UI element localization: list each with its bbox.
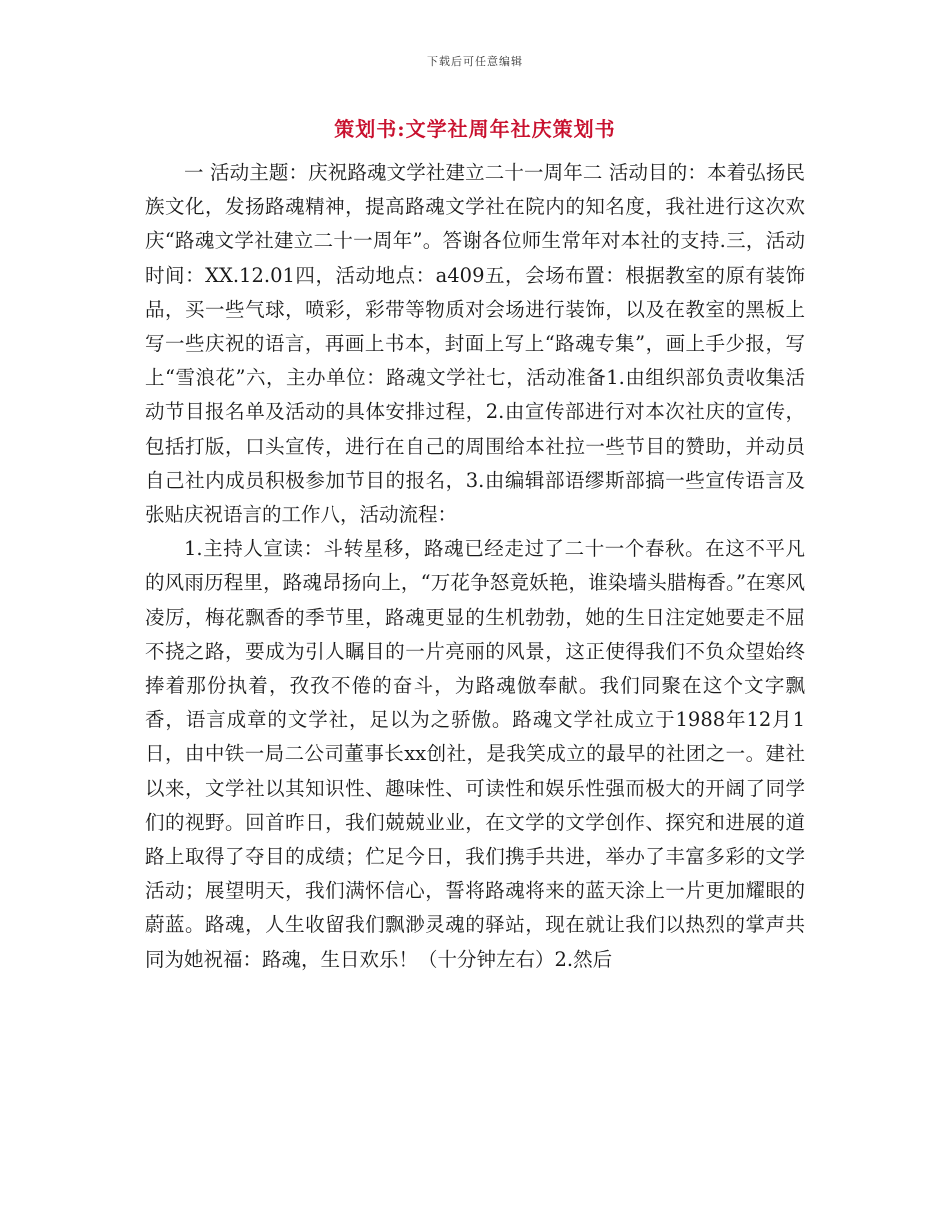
- document-title: 策划书:文学社周年社庆策划书: [334, 117, 616, 141]
- document-body: [145, 156, 805, 977]
- paragraph-activity-plan: 一 活动主题：庆祝路魂文学社建立二十一周年二 活动目的：本着弘扬民族文化，发扬路魂精神，提高路魂文学社在院内的知名度，我社进行这次欢庆“路魂文学社建立二十一周年”。答谢各位师生常年对本社的支持.三，活动时间：XX.12.01四，活动地点：a409五，会场布置：根据教室的原有装饰品，买一些气球，喷彩，彩带等物质对会场进行装饰，以及在教室的黑板上写一些庆祝的语言，再画上书本，封面上写上“路魂专集”，画上手少报，写上“雪浪花”六，主办单位：路魂文学社七，活动准备1.由组织部负责收集活动节目报名单及活动的具体安排过程，2.由宣传部进行对本次社庆的宣传，包括打版，口头宣传，进行在自己的周围给本社拉一些节目的赞助，并动员自己社内成员积极参加节目的报名，3.由编辑部语缪斯部搞一些宣传语言及张贴庆祝语言的工作八，活动流程：: [145, 161, 805, 527]
- paragraph-host-speech: 1.主持人宣读：斗转星移，路魂已经走过了二十一个春秋。在这不平凡的风雨历程里，路魂昂扬向上，“万花争怒竟妖艳，谁染墙头腊梅香。”在寒风凌厉，梅花飘香的季节里，路魂更显的生机勃勃，她的生日注定她要走不屈不挠之路，要成为引人瞩目的一片亮丽的风景，这正使得我们不负众望始终捧着那份执着，孜孜不倦的奋斗，为路魂倣奉献。我们同聚在这个文字飘香，语言成章的文学社，足以为之骄傲。路魂文学社成立于1988年12月1日，由中铁一局二公司董事长xx创社，是我笑成立的最早的社团之一。建社以来，文学社以其知识性、趣味性、可读性和娱乐性强而极大的开阔了同学们的视野。回首昨日，我们兢兢业业，在文学的文学创作、探究和进展的道路上取得了夺目的成绩；伫足今日，我们携手共进，举办了丰富多彩的文学活动；展望明天，我们满怀信心，誓将路魂将来的蓝天涂上一片更加耀眼的蔚蓝。路魂，人生收留我们飘渺灵魂的驿站，现在就让我们以热烈的掌声共同为她祝福：路魂，生日欢乐！（十分钟左右）2.然后: [145, 537, 805, 971]
- page-header-note: 下载后可任意编辑: [427, 55, 523, 68]
